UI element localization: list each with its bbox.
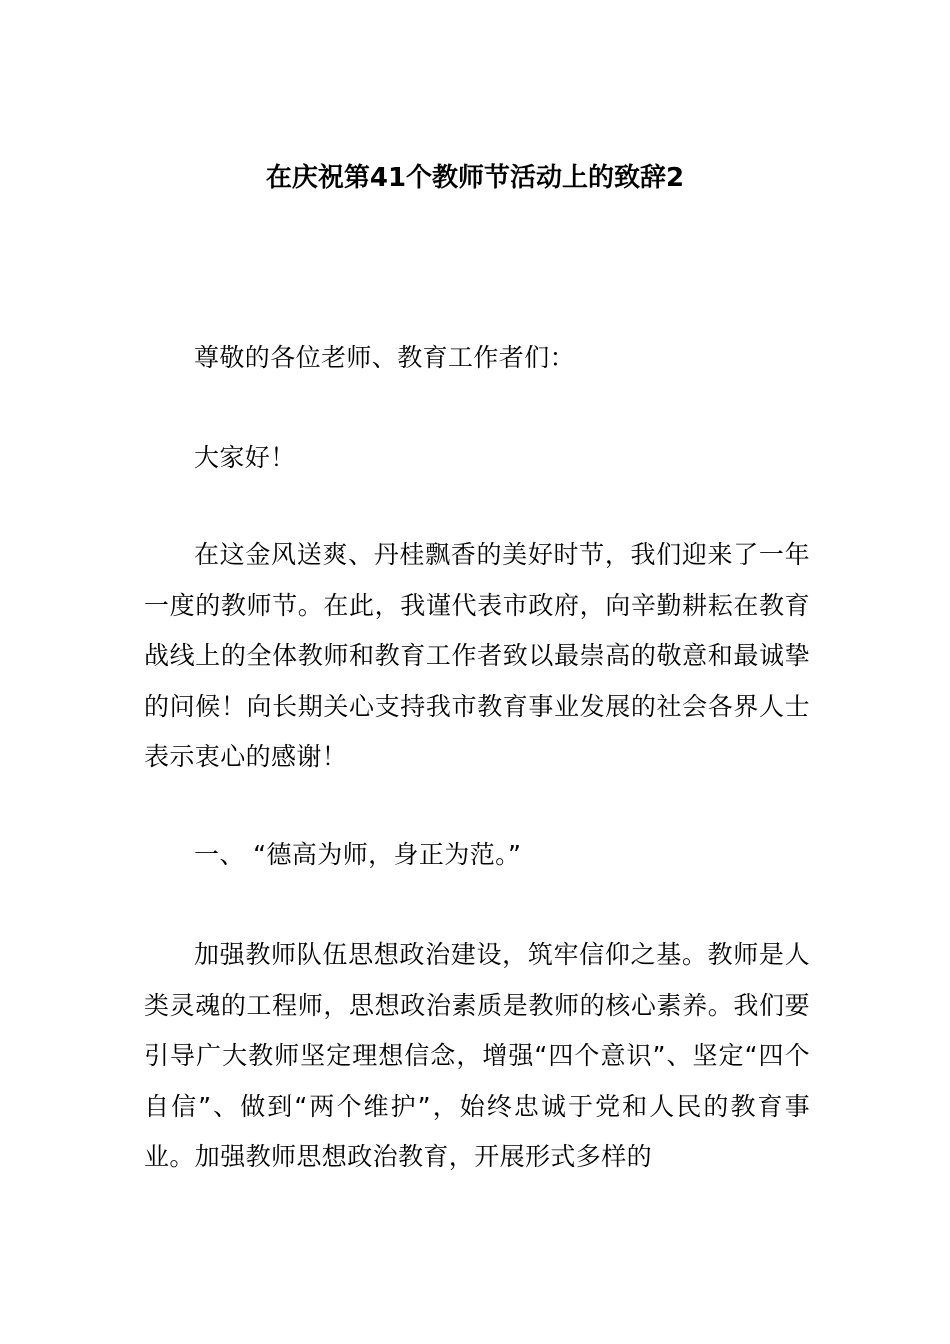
section-body-paragraph: 加强教师队伍思想政治建设，筑牢信仰之基。教师是人类灵魂的工程师，思想政治素质是教师的核心素养。我们要引导广大教师坚定理想信念，增强“四个意识”、坚定“四个自信”、做到“两个维护”，始终忠诚于党和人民的教育事业。加强教师思想政治教育，开展形式多样的 [144,940,810,1171]
greeting-paragraph: 大家好！ [194,443,296,472]
document-title: 在庆祝第41个教师节活动上的致辞2 [265,163,685,193]
intro-paragraph: 在这金风送爽、丹桂飘香的美好时节，我们迎来了一年一度的教师节。在此，我谨代表市政府，向辛勤耕耘在教育战线上的全体教师和教育工作者致以最崇高的敬意和最诚挚的问候！向长期关心支持我市教育事业发展的社会各界人士表示衷心的感谢！ [144,540,810,771]
salutation-paragraph: 尊敬的各位老师、教育工作者们： [194,343,576,372]
section-heading: 一、 “德高为师，身正为范。” [194,840,522,869]
